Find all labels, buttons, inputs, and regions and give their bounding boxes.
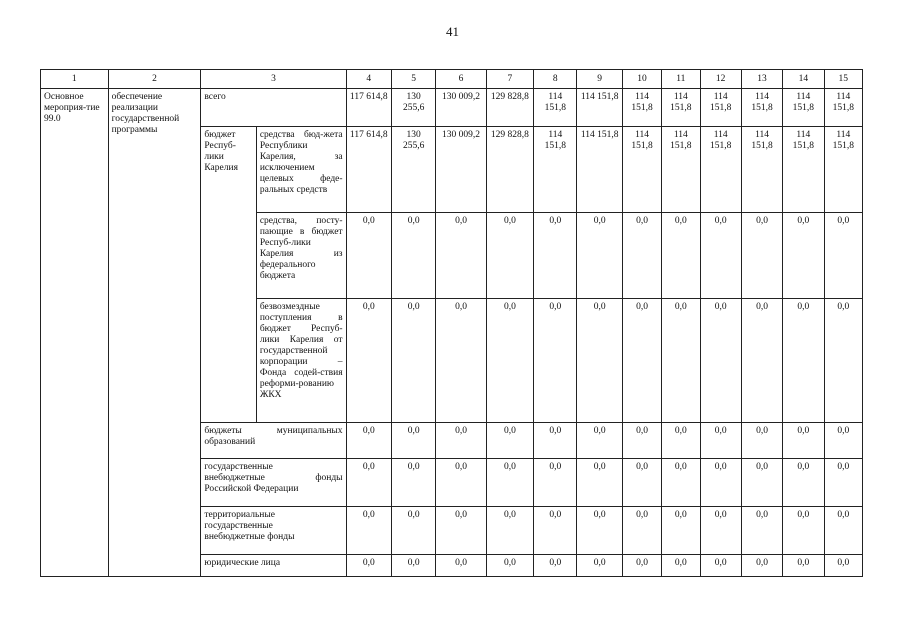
header-cell: 6: [436, 70, 486, 89]
value-cell: 0,0: [486, 555, 533, 577]
value-cell: 114 151,8: [622, 89, 661, 127]
header-cell: 1: [41, 70, 109, 89]
value-cell: 0,0: [534, 423, 577, 459]
value-cell: 0,0: [486, 459, 533, 507]
value-cell: 0,0: [436, 213, 486, 299]
value-cell: 0,0: [783, 555, 824, 577]
value-cell: 0,0: [534, 507, 577, 555]
value-cell: 0,0: [534, 213, 577, 299]
value-cell: 0,0: [622, 423, 661, 459]
label-part: образований: [204, 437, 256, 447]
value-cell: 0,0: [534, 299, 577, 423]
value-cell: 0,0: [741, 299, 782, 423]
value-cell: 117 614,8: [346, 89, 391, 127]
value-cell: 0,0: [346, 213, 391, 299]
value-cell: 129 828,8: [486, 89, 533, 127]
header-cell: 15: [824, 70, 862, 89]
value-cell: 114 151,8: [783, 89, 824, 127]
value-cell: 0,0: [534, 459, 577, 507]
table-row-total: [41, 89, 863, 127]
value-cell: 0,0: [391, 555, 435, 577]
value-cell: 0,0: [391, 423, 435, 459]
source-label: безвозмездные поступления в бюджет Респуб-лики Карелия от государственной корпорации – Фонда содей-ствия реформи-рованию ЖКХ: [256, 299, 346, 423]
header-cell: 5: [391, 70, 435, 89]
source-label: [201, 459, 346, 507]
value-cell: 0,0: [346, 299, 391, 423]
value-cell: 0,0: [824, 555, 862, 577]
value-cell: 0,0: [577, 459, 622, 507]
value-cell: 0,0: [741, 507, 782, 555]
value-cell: 0,0: [741, 459, 782, 507]
value-cell: 0,0: [741, 423, 782, 459]
value-cell: 0,0: [741, 555, 782, 577]
value-cell: 114 151,8: [577, 127, 622, 213]
header-cell: 12: [700, 70, 741, 89]
label-part: фонды: [315, 473, 343, 483]
value-cell: 114 151,8: [534, 127, 577, 213]
header-row: [41, 70, 863, 89]
source-label: [201, 423, 346, 459]
label-part: муниципальных: [276, 426, 343, 436]
value-cell: 0,0: [391, 459, 435, 507]
value-cell: 0,0: [622, 555, 661, 577]
value-cell: 0,0: [391, 299, 435, 423]
value-cell: 0,0: [622, 299, 661, 423]
value-cell: 114 151,8: [741, 127, 782, 213]
value-cell: 0,0: [436, 507, 486, 555]
value-cell: 0,0: [662, 459, 700, 507]
value-cell: 0,0: [662, 423, 700, 459]
label-part: государственные: [204, 462, 273, 472]
value-cell: 0,0: [824, 459, 862, 507]
value-cell: 0,0: [700, 459, 741, 507]
value-cell: 114 151,8: [662, 89, 700, 127]
header-cell: 10: [622, 70, 661, 89]
value-cell: 0,0: [346, 423, 391, 459]
value-cell: 0,0: [662, 507, 700, 555]
value-cell: 0,0: [346, 507, 391, 555]
value-cell: 0,0: [783, 213, 824, 299]
value-cell: 0,0: [662, 213, 700, 299]
value-cell: 0,0: [824, 507, 862, 555]
value-cell: 114 151,8: [700, 89, 741, 127]
value-cell: 114 151,8: [622, 127, 661, 213]
value-cell: 0,0: [824, 213, 862, 299]
value-cell: 0,0: [783, 299, 824, 423]
value-cell: 0,0: [662, 555, 700, 577]
value-cell: 130 255,6: [391, 89, 435, 127]
value-cell: 0,0: [783, 459, 824, 507]
source-label: средства бюд-жета Республики Карелия, за исключением целевых феде-ральных средств: [256, 127, 346, 213]
value-cell: 0,0: [391, 507, 435, 555]
value-cell: 114 151,8: [783, 127, 824, 213]
header-cell: 7: [486, 70, 533, 89]
value-cell: 0,0: [662, 299, 700, 423]
value-cell: 0,0: [700, 507, 741, 555]
value-cell: 0,0: [700, 213, 741, 299]
header-cell: 4: [346, 70, 391, 89]
value-cell: 0,0: [577, 213, 622, 299]
value-cell: 0,0: [577, 507, 622, 555]
value-cell: 0,0: [622, 213, 661, 299]
header-cell: 14: [783, 70, 824, 89]
value-cell: 114 151,8: [700, 127, 741, 213]
value-cell: 0,0: [577, 299, 622, 423]
value-cell: 0,0: [391, 213, 435, 299]
value-cell: 0,0: [534, 555, 577, 577]
value-cell: 0,0: [436, 299, 486, 423]
label-part: Российской Федерации: [204, 484, 299, 494]
value-cell: 0,0: [622, 507, 661, 555]
label-part: внебюджетные: [204, 473, 265, 483]
value-cell: 114 151,8: [824, 127, 862, 213]
value-cell: 0,0: [700, 555, 741, 577]
value-cell: 0,0: [824, 423, 862, 459]
value-cell: 0,0: [486, 299, 533, 423]
value-cell: 0,0: [436, 423, 486, 459]
value-cell: 114 151,8: [741, 89, 782, 127]
value-cell: 0,0: [346, 459, 391, 507]
value-cell: 0,0: [577, 555, 622, 577]
source-label: [201, 507, 346, 555]
purpose-cell: обеспечение реализации государственной программы: [108, 89, 201, 577]
value-cell: 130 009,2: [436, 127, 486, 213]
header-cell: 13: [741, 70, 782, 89]
value-cell: 114 151,8: [662, 127, 700, 213]
header-cell: 2: [108, 70, 201, 89]
value-cell: 114 151,8: [534, 89, 577, 127]
header-cell: 9: [577, 70, 622, 89]
source-label: средства, посту-пающие в бюджет Респуб-лики Карелия из федерального бюджета: [256, 213, 346, 299]
value-cell: 0,0: [622, 459, 661, 507]
header-cell: 11: [662, 70, 700, 89]
value-cell: 0,0: [700, 299, 741, 423]
header-cell: 3: [201, 70, 346, 89]
page-number: 41: [446, 24, 459, 39]
value-cell: 0,0: [486, 507, 533, 555]
value-cell: 117 614,8: [346, 127, 391, 213]
value-cell: 0,0: [436, 459, 486, 507]
label-part: бюджеты: [204, 426, 242, 436]
header-cell: 8: [534, 70, 577, 89]
source-label: всего: [201, 89, 346, 127]
value-cell: 0,0: [346, 555, 391, 577]
budget-rk-label: бюджет Респуб-лики Карелия: [201, 127, 256, 423]
value-cell: 0,0: [783, 423, 824, 459]
budget-table: [40, 69, 863, 577]
source-label: юридические лица: [201, 555, 346, 577]
value-cell: 129 828,8: [486, 127, 533, 213]
value-cell: 0,0: [486, 213, 533, 299]
value-cell: 0,0: [436, 555, 486, 577]
value-cell: 0,0: [700, 423, 741, 459]
value-cell: 130 255,6: [391, 127, 435, 213]
label-part: территориальные государственные внебюджетные фонды: [204, 510, 295, 542]
activity-cell: Основное мероприя-тие 99.0: [41, 89, 109, 577]
value-cell: 0,0: [577, 423, 622, 459]
value-cell: 0,0: [824, 299, 862, 423]
value-cell: 114 151,8: [824, 89, 862, 127]
value-cell: 0,0: [783, 507, 824, 555]
value-cell: 0,0: [486, 423, 533, 459]
value-cell: 114 151,8: [577, 89, 622, 127]
value-cell: 130 009,2: [436, 89, 486, 127]
value-cell: 0,0: [741, 213, 782, 299]
